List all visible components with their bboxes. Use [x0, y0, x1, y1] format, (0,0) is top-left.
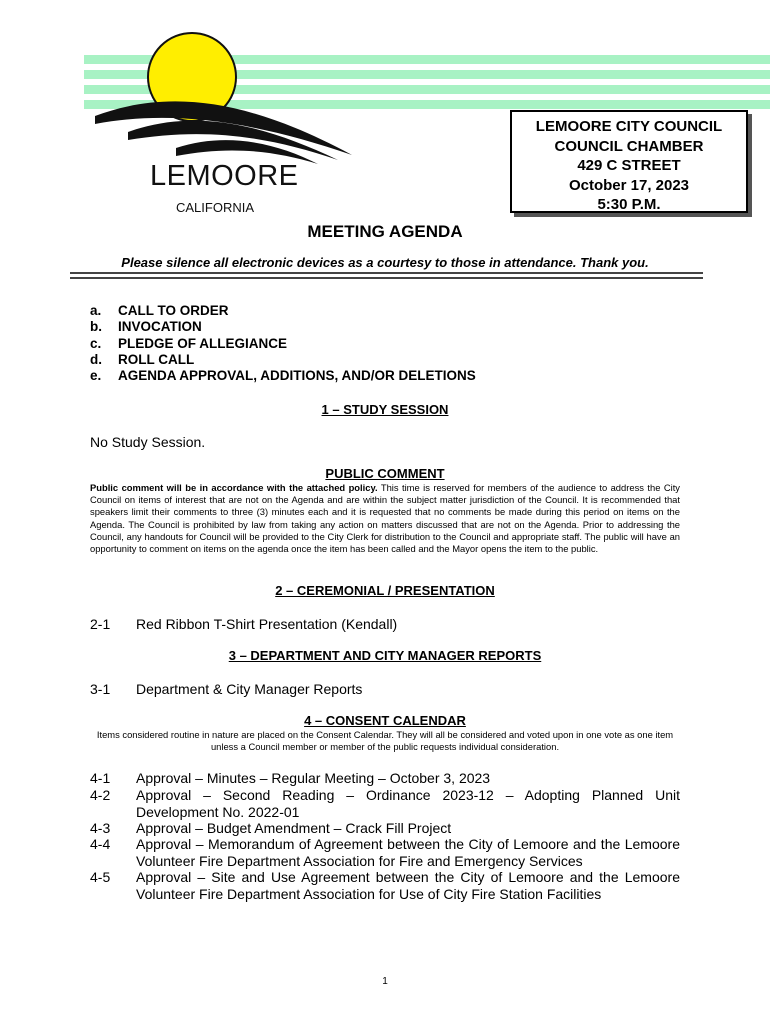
item-text: Department & City Manager Reports: [136, 681, 363, 697]
list-item: c. PLEDGE OF ALLEGIANCE: [90, 335, 288, 351]
opening-items-list: [90, 303, 476, 384]
study-text: No Study Session.: [90, 434, 206, 450]
public-comment-text: Public comment will be in accordance with the attached policy. This time is reserved for members of the audience to address the City Council on items of interest that are not on the Agenda and are within the subject matter jurisdiction of the Council. It is recommended that speakers limit their comments to three (3) minutes each and it is requested that no comments be made during this period on items on the Agenda. The Council is prohibited by law from taking any action on matters discussed that are not on the Agenda. Prior to addressing the Council, any handouts for Council will be provided to the City Clerk for distribution to the Council and appropriate staff. The public will have an opportunity to comment on items on the agenda once the item has been called and the Mayor opens the item to the public.: [90, 482, 680, 555]
list-item: b. INVOCATION: [90, 319, 202, 335]
item-number: 2-1: [90, 616, 111, 632]
silence-note: Please silence all electronic devices as a courtesy to those in attendance. Thank you.: [121, 255, 649, 270]
item-text: Red Ribbon T-Shirt Presentation (Kendall): [136, 616, 398, 632]
section-heading-reports: 3 – DEPARTMENT AND CITY MANAGER REPORTS: [228, 648, 542, 663]
item-text: Approval – Minutes – Regular Meeting – October 3, 2023: [136, 770, 491, 786]
item-text: Approval – Memorandum of Agreement between the City of Lemoore and the Lemoore Volunteer Fire Department Association for Fire and Emergency Services: [136, 836, 680, 869]
item-number: 3-1: [90, 681, 111, 697]
meeting-info-box: [510, 110, 748, 213]
meeting-date: October 17, 2023: [568, 176, 690, 194]
page-title: MEETING AGENDA: [307, 222, 463, 241]
logo-hills: [95, 101, 352, 164]
item-number: 4-3: [90, 820, 111, 836]
item-text: Approval – Site and Use Agreement between the City of Lemoore and the Lemoore Volunteer Fire Department Association for Use of City Fire Station Facilities: [136, 869, 680, 902]
item-text: Approval – Budget Amendment – Crack Fill Project: [136, 820, 452, 836]
meeting-time: 5:30 P.M.: [597, 196, 661, 213]
item-text: Approval – Second Reading – Ordinance 2023-12 – Adopting Planned Unit Development No. 2022-01: [136, 787, 680, 820]
venue: COUNCIL CHAMBER: [554, 137, 704, 155]
section-heading-consent: 4 – CONSENT CALENDAR: [304, 713, 466, 728]
list-item: e. AGENDA APPROVAL, ADDITIONS, AND/OR DELETIONS: [90, 368, 476, 384]
section-heading-ceremonial: 2 – CEREMONIAL / PRESENTATION: [275, 583, 495, 598]
city-state: CALIFORNIA: [176, 200, 255, 215]
list-item: a. CALL TO ORDER: [90, 303, 229, 318]
item-number: 4-5: [90, 869, 111, 885]
consent-note: Items considered routine in nature are placed on the Consent Calendar. They will all be considered and voted upon in one vote as one item unless a Council member or member of the public requests individual consideration.: [96, 729, 674, 753]
city-name: LEMOORE: [150, 160, 299, 192]
divider: [70, 272, 703, 274]
council-name: LEMOORE CITY COUNCIL: [535, 118, 723, 135]
item-number: 4-2: [90, 787, 111, 803]
list-item: d. ROLL CALL: [90, 351, 195, 367]
item-number: 4-1: [90, 770, 111, 786]
item-number: 4-4: [90, 836, 111, 852]
divider: [70, 277, 703, 279]
page-number: 1: [382, 976, 388, 987]
address: 429 C STREET: [577, 157, 681, 174]
section-heading-public-comment: PUBLIC COMMENT: [325, 466, 445, 481]
section-heading-study: 1 – STUDY SESSION: [321, 402, 449, 417]
